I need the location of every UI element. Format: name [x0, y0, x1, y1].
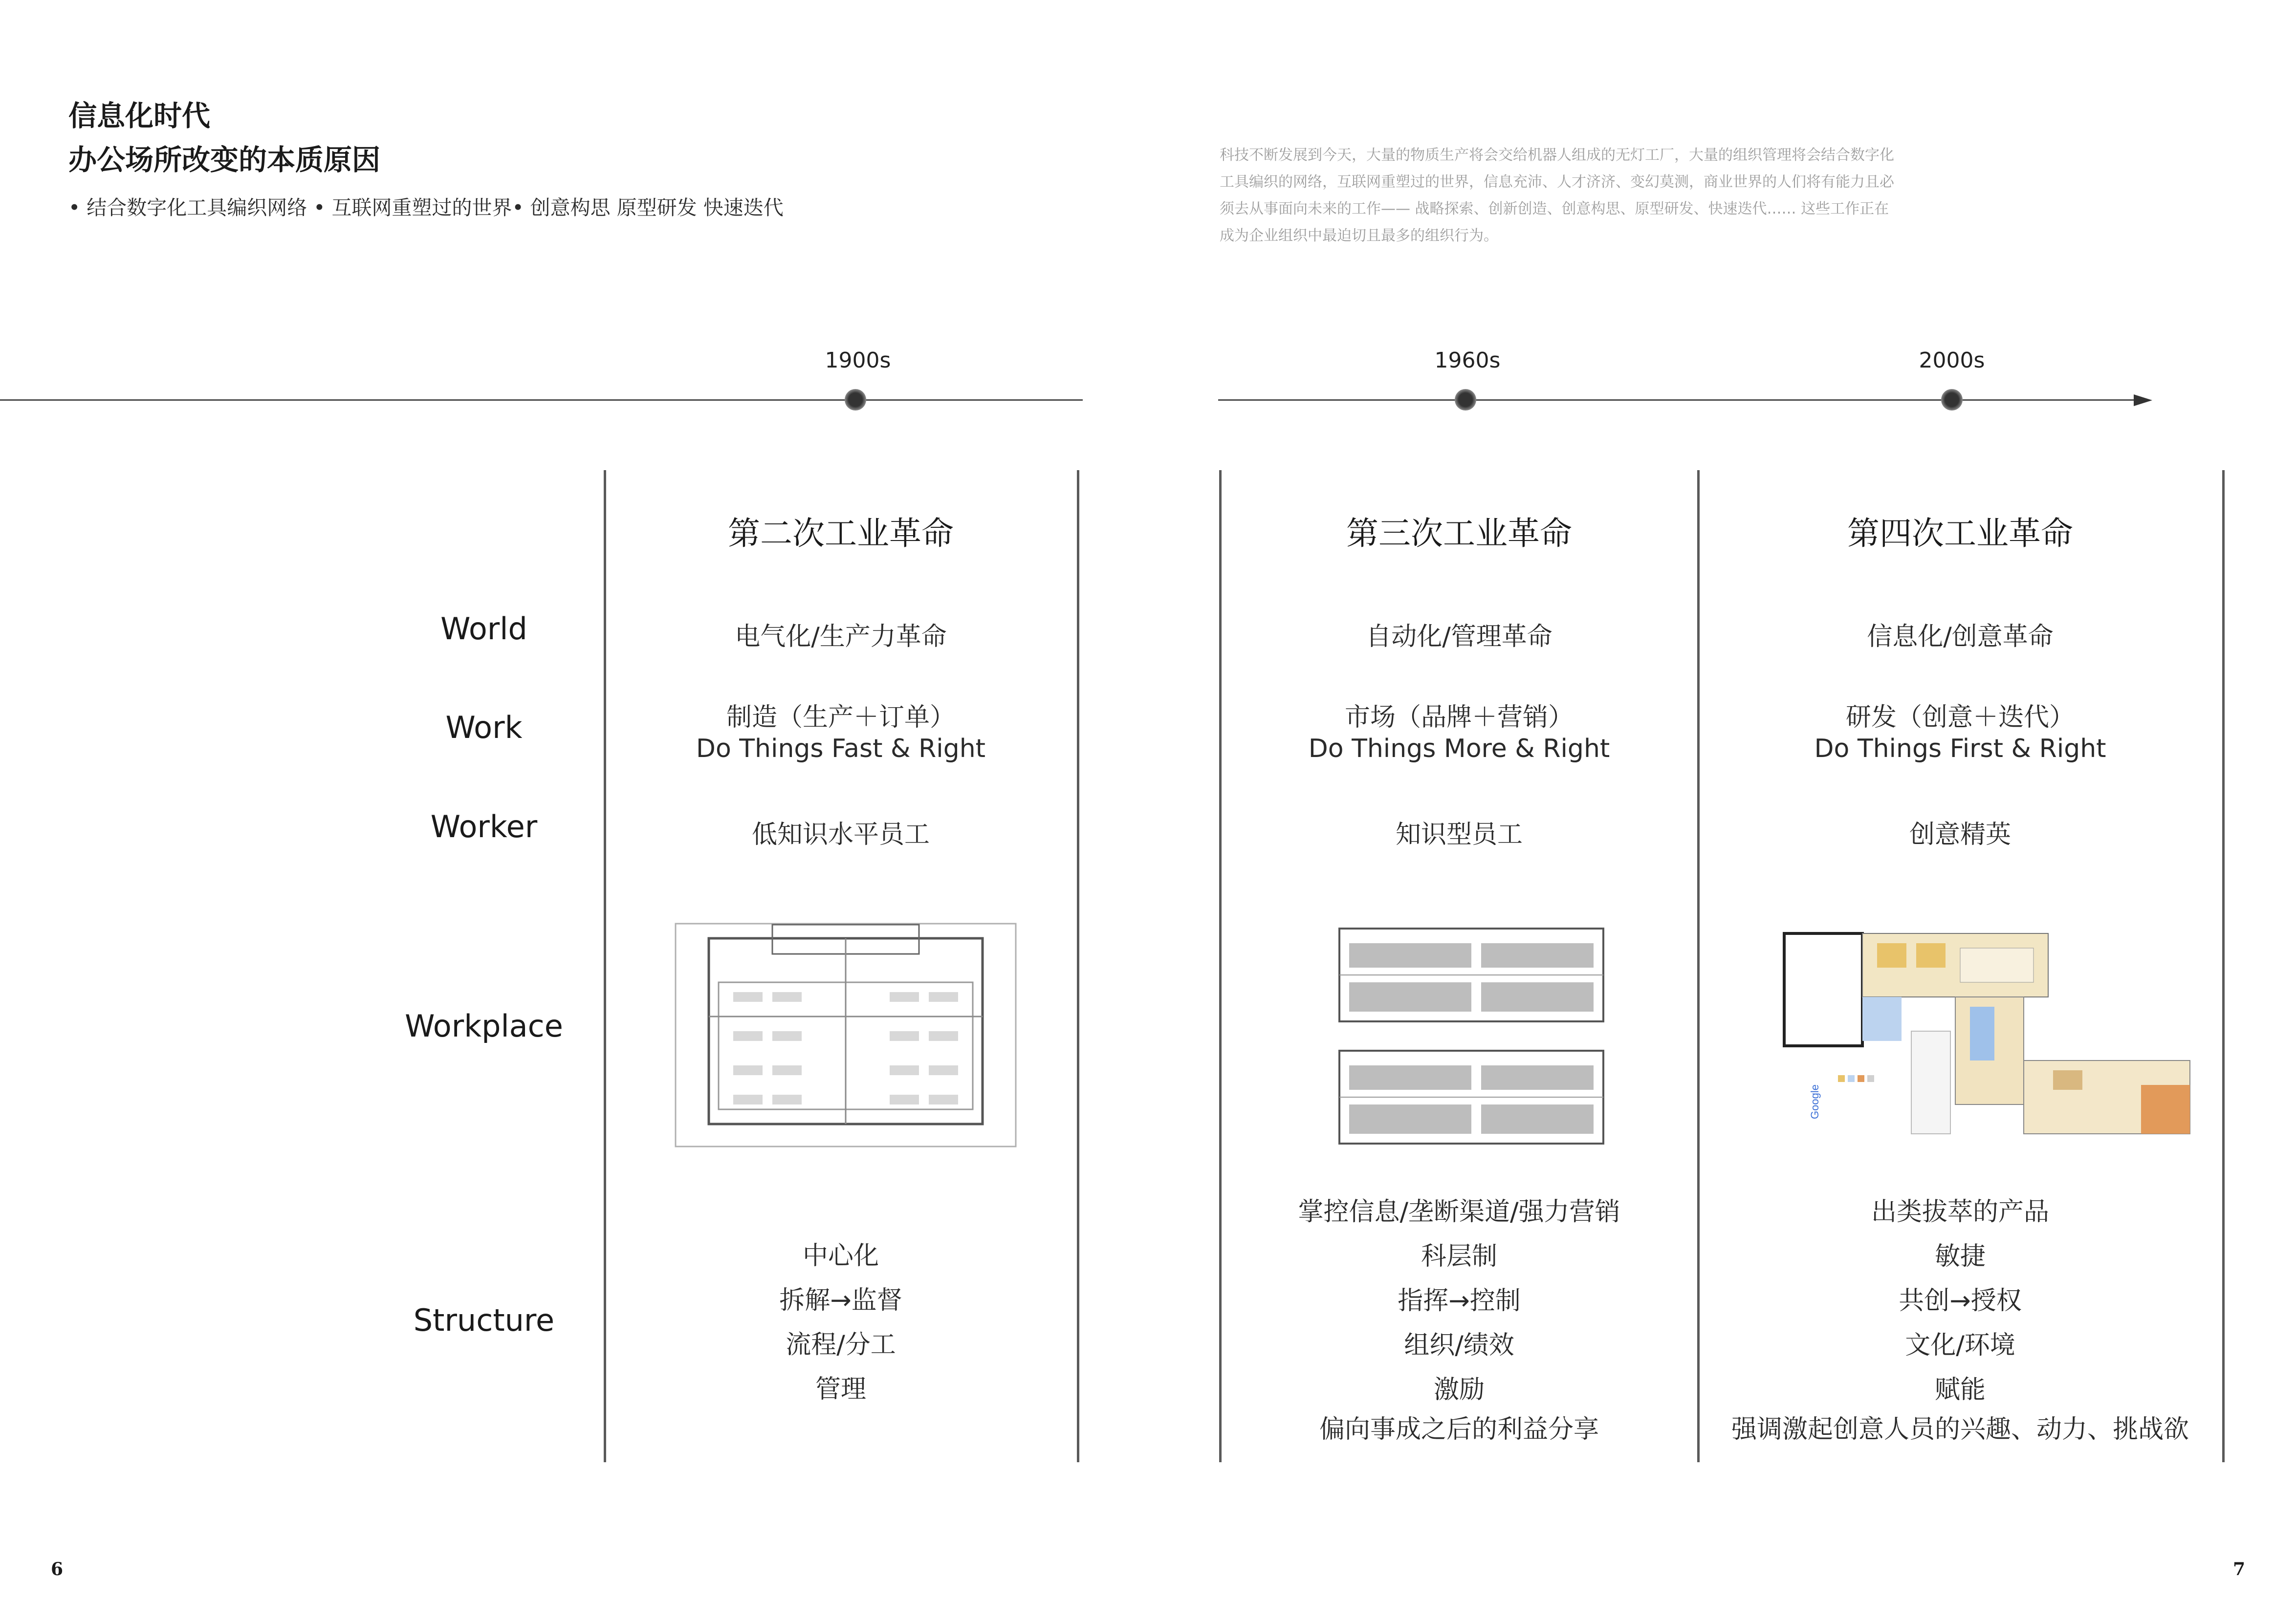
structure-list	[1716, 1190, 2205, 1447]
column-title-third-revolution: 第三次工业革命	[1346, 515, 1572, 552]
structure-item: 科层制	[1421, 1242, 1497, 1271]
row-label-workplace: Workplace	[405, 1008, 563, 1044]
heading-line-1: 信息化时代	[68, 99, 211, 132]
work-value-en: Do Things Fast & Right	[696, 734, 986, 763]
structure-item: 拆解→监督	[779, 1286, 902, 1315]
column-divider	[1077, 470, 1079, 1462]
structure-item: 共创→授权	[1899, 1286, 2022, 1316]
work-value-en: Do Things More & Right	[1308, 734, 1610, 763]
floor-plan-1960s	[1334, 924, 1608, 1148]
row-label-structure: Structure	[413, 1302, 555, 1338]
timeline-line-right	[1218, 399, 2142, 401]
work-value-en: Do Things First & Right	[1814, 734, 2106, 763]
structure-item: 强调激起创意人员的兴趣、动力、挑战欲	[1731, 1415, 2189, 1444]
structure-item: 激励	[1433, 1375, 1485, 1405]
intro-paragraph: 科技不断发展到今天，大量的物质生产将会交给机器人组成的无灯工厂，大量的组织管理将会结合数字化工具编织的网络，互联网重塑过的世界，信息充沛、人才济济、变幻莫测，商业世界的人们将有能力且必须去从事面向未来的工作—— 战略探索、创新创造、创意构思、原型研发、快速迭代…… 这些工作正在成为企业组织中最迫切且最多的组织行为。	[1220, 147, 1894, 244]
work-value-cn: 研发（创意＋迭代）	[1845, 703, 2075, 732]
structure-item: 指挥→控制	[1398, 1286, 1521, 1316]
world-value: 信息化/创意革命	[1867, 622, 2054, 651]
structure-item: 掌控信息/垄断渠道/强力营销	[1298, 1197, 1620, 1227]
structure-item: 出类拔萃的产品	[1871, 1197, 2049, 1227]
structure-item: 组织/绩效	[1404, 1331, 1514, 1360]
column-divider	[1219, 470, 1222, 1462]
worker-value: 创意精英	[1909, 820, 2011, 849]
structure-item: 文化/环境	[1905, 1331, 2015, 1360]
timeline-dot	[845, 389, 866, 411]
timeline-arrow-icon	[2134, 392, 2153, 408]
column-title-fourth-revolution: 第四次工业革命	[1847, 515, 2073, 552]
structure-list	[645, 1234, 1036, 1412]
work-value-cn: 制造（生产＋订单）	[726, 703, 955, 732]
timeline-line-left	[0, 399, 1083, 401]
structure-list	[1264, 1190, 1655, 1447]
timeline-year-2000s: 2000s	[1919, 348, 1985, 373]
structure-item: 敏捷	[1934, 1242, 1986, 1271]
column-title-second-revolution: 第二次工业革命	[728, 515, 954, 552]
timeline-year-1900s: 1900s	[825, 348, 891, 373]
row-label-worker: Worker	[430, 809, 538, 844]
row-label-world: World	[440, 611, 527, 647]
world-value: 自动化/管理革命	[1366, 622, 1553, 651]
worker-value: 低知识水平员工	[751, 820, 930, 849]
column-divider	[2222, 470, 2225, 1462]
structure-item: 中心化	[802, 1241, 879, 1271]
column-divider	[1697, 470, 1700, 1462]
structure-item: 赋能	[1934, 1375, 1986, 1405]
timeline-year-1960s: 1960s	[1434, 348, 1501, 373]
structure-item: 流程/分工	[786, 1330, 896, 1360]
structure-item: 偏向事成之后的利益分享	[1319, 1415, 1599, 1444]
subtitle: • 结合数字化工具编织网络 • 互联网重塑过的世界• 创意构思 原型研发 快速迭代	[68, 196, 784, 219]
row-label-work: Work	[445, 710, 523, 745]
world-value: 电气化/生产力革命	[735, 622, 947, 651]
floor-plan-1900s	[675, 919, 1017, 1148]
page-number-left: 6	[51, 1559, 64, 1580]
worker-value: 知识型员工	[1395, 820, 1523, 849]
page-number-right: 7	[2233, 1559, 2246, 1580]
structure-item: 管理	[815, 1375, 866, 1404]
timeline-dot	[1941, 389, 1963, 411]
heading-line-2: 办公场所改变的本质原因	[68, 143, 381, 176]
svg-text:Google: Google	[1809, 1084, 1821, 1119]
work-value-cn: 市场（品牌＋营销）	[1344, 703, 1574, 732]
timeline-dot	[1455, 389, 1476, 411]
floor-plan-2000s	[1779, 929, 2195, 1144]
